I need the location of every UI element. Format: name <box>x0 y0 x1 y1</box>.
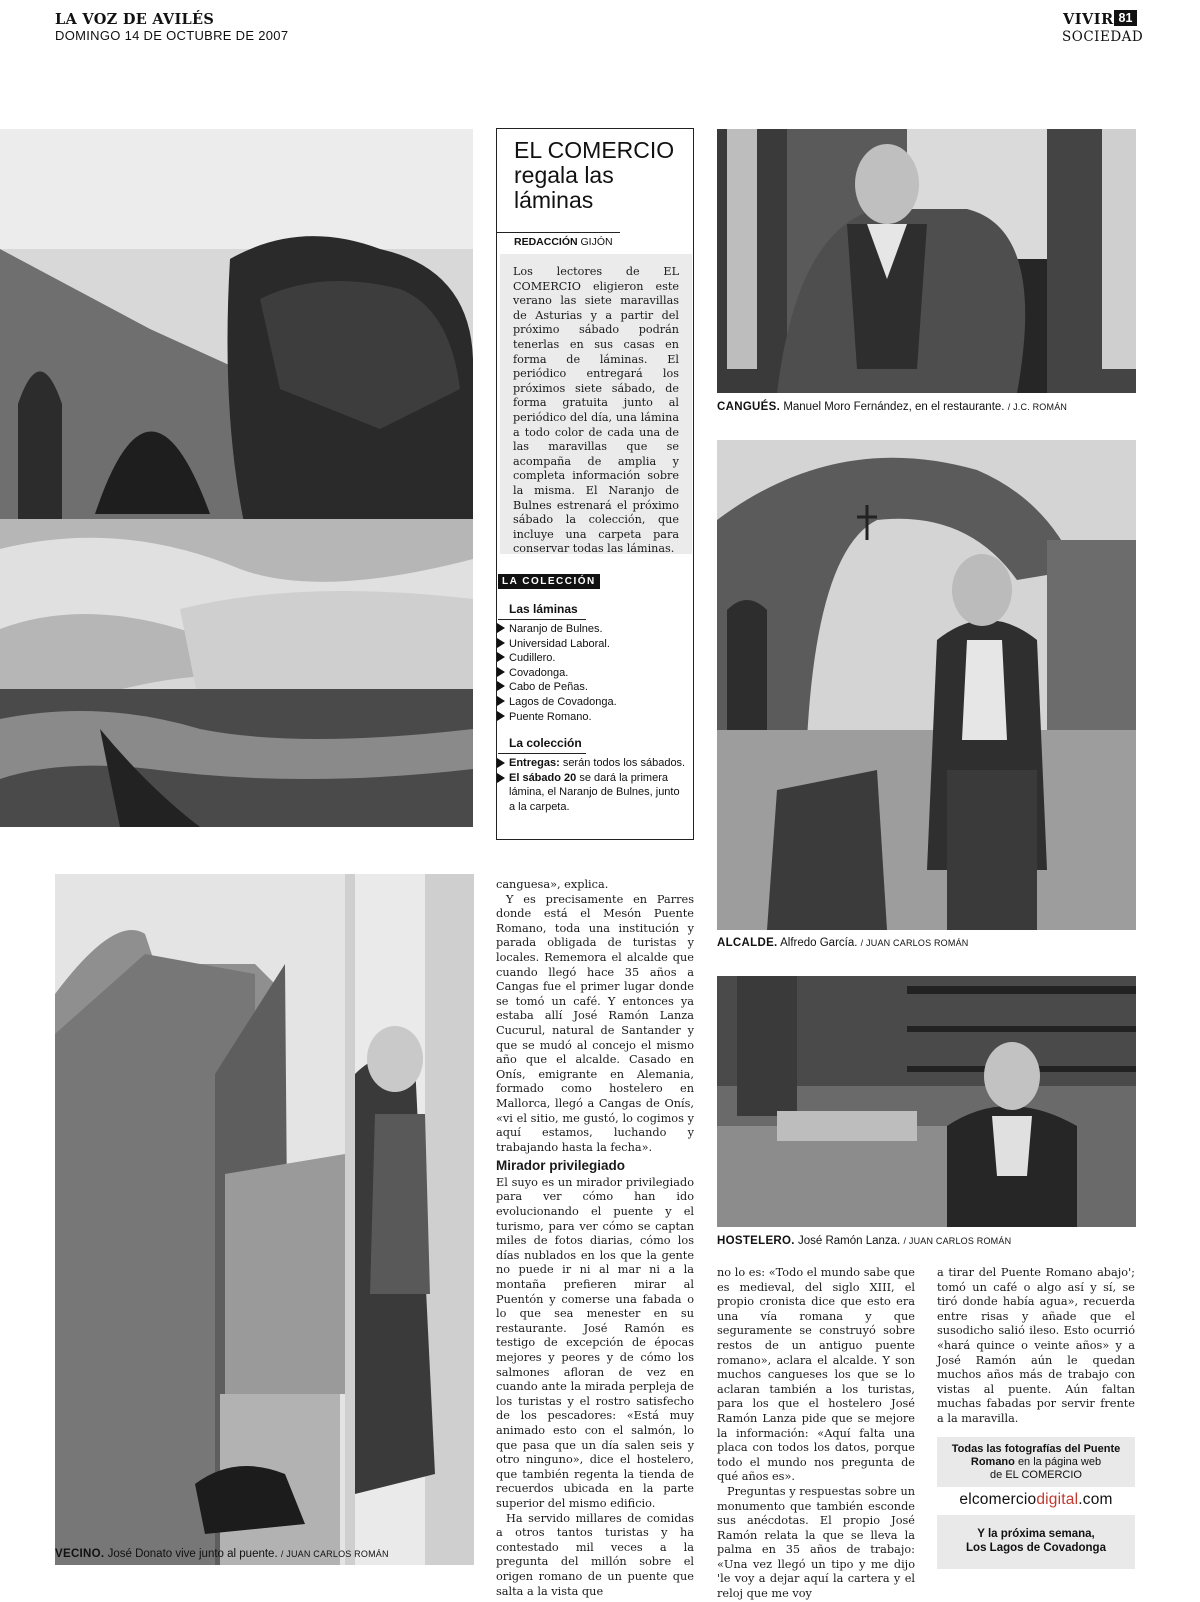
sidebar-title <box>514 138 674 213</box>
byline-name: REDACCIÓN <box>514 236 578 248</box>
col3-p1: a tirar del Puente Romano abajo'; tomó un café o algo así y sí, se tiró donde había agua», recuerda entre risas y añade que el susodicho salió ileso. Esto ocurrió «hará quince o veinte años» y a José Ramón aún le quedan muchos años más de trabajo con vistas al puente. Aún faltan muchas fabadas por servir frente a la maravilla. <box>937 1266 1135 1425</box>
page-number-badge: 81 <box>1114 10 1137 26</box>
hostelero-caption: HOSTELERO. José Ramón Lanza. / JUAN CARLOS ROMÁN <box>717 1235 1012 1247</box>
byline-rule <box>496 232 620 233</box>
entregas-item: Entregas: serán todos los sábados. <box>497 756 687 771</box>
collection-tag: LA COLECCIÓN <box>498 574 600 589</box>
coleccion-title-rule <box>498 753 586 754</box>
cangues-photo <box>717 129 1136 393</box>
newspaper-name: LA VOZ DE AVILÉS <box>55 11 215 28</box>
col2-p1: no lo es: «Todo el mundo sabe que es medieval, del siglo XIII, el propio cronista dice que esto era una vía romana y que seguramente se construyó sobre restos de un antiguo puente romano», aclara el alcalde. Y son muchos cangueses los que se lo aclaran también a los turistas, para los que el hostelero José Ramón Lanza pide que se mejore la información: «Aquí falta una placa con todos los datos, porque todo el mundo nos pregunta de qué años es». <box>717 1266 915 1484</box>
col1-p2: Y es precisamente en Parres donde está el Mesón Puente Romano, toda una institución y parada obligada de turistas y locales. Rememora el alcalde que cuando llegó hace 35 años a Cangas fue el primer lugar donde se tomó un café. Y entonces ya estaba allí José Ramón Lanza Cucurul, natural de Santander y que se mudó al concejo el mismo año que el alcalde. Casado en Onís, emigrante en Alemania, formado como hostelero en Mallorca, llegó a Cangas de Onís, «vi el sitio, me gustó, lo cogimos y aquí estamos, luchando y trabajando hasta la fecha». <box>496 892 694 1154</box>
subhead: Mirador privilegiado <box>496 1158 626 1174</box>
promo-line1: Todas las fotografías del Puente <box>951 1443 1121 1455</box>
issue-date: DOMINGO 14 DE OCTUBRE DE 2007 <box>55 28 289 43</box>
col2-p2: Preguntas y respuestas sobre un monumento que también esconde sus anécdotas. El propio José Ramón relata la que se lleva la palma en 35 años de trabajo: «Una vez llegó un tipo y me dijo 'le voy a dejar aquí la cartera y el reloj que me voy <box>717 1484 915 1601</box>
sidebar-intro: Los lectores de EL COMERCIO eligieron este verano las siete maravillas de Asturias y a partir del próximo sábado podrán tenerlas en sus casas en forma de láminas. El periódico entregará los próximos siete sábado, de forma gratuita junto al periódico del día, una lámina a todo color de cada una de las maravillas que se acompaña de amplia y completa información sobre la misma. El Naranjo de Bulnes estrenará el próximo sábado la colección, que incluye una carpeta para conservar todas las láminas. <box>513 265 679 556</box>
sidebar-title-line3: láminas <box>514 187 594 213</box>
article-col-2 <box>717 1266 915 1602</box>
list-item: Lagos de Covadonga. <box>497 695 692 710</box>
list-item: Covadonga. <box>497 666 692 681</box>
next-week-line1: Y la próxima semana, <box>977 1528 1095 1540</box>
next-week <box>937 1527 1135 1555</box>
vecino-photo <box>55 874 474 1565</box>
next-week-line2: Los Lagos de Covadonga <box>966 1542 1106 1554</box>
alcalde-caption: ALCALDE. Alfredo García. / JUAN CARLOS ROMÁN <box>717 937 969 949</box>
sabado-item: El sábado 20 se dará la primera lámina, el Naranjo de Bulnes, junto a la carpeta. <box>497 771 687 815</box>
sidebar-title-line1: EL COMERCIO <box>514 137 675 163</box>
list-title: Las láminas <box>509 602 578 616</box>
coleccion-details <box>497 756 687 814</box>
article-col-1 <box>496 878 694 1599</box>
coleccion-title: La colección <box>509 736 582 750</box>
subsection-name: SOCIEDAD <box>1062 29 1144 45</box>
list-item: Puente Romano. <box>497 710 692 725</box>
promo-text: Todas las fotografías del Puente Romano en la página web de EL COMERCIO <box>937 1443 1135 1482</box>
article-col-3 <box>937 1266 1135 1427</box>
byline-city: GIJÓN <box>580 236 613 248</box>
cangues-caption: CANGUÉS. Manuel Moro Fernández, en el restaurante. / J.C. ROMÁN <box>717 401 1068 413</box>
list-item: Cudillero. <box>497 651 692 666</box>
list-item: Cabo de Peñas. <box>497 680 692 695</box>
sidebar-title-line2: regala las <box>514 162 614 188</box>
col1-p4: Ha servido millares de comidas a otros tantos turistas y ha contestado mil veces a la pregunta del millón sobre el origen romano de un puente que salta a la vista que <box>496 1511 694 1598</box>
hostelero-photo <box>717 976 1136 1227</box>
section-name: VIVIR <box>1063 11 1114 28</box>
list-item: Naranjo de Bulnes. <box>497 622 692 637</box>
list-title-rule <box>498 619 586 620</box>
byline <box>514 236 613 248</box>
col1-p3: El suyo es un mirador privilegiado para ver cómo han ido evolucionando el puente y el turismo, para ver cómo se captan miles de fotos diarias, cómo los días nublados en los que la gente no puede ir ni al mar ni a la montaña prefieren mirar al Puentón y comerse una fabada o lo que sea menester en su restaurante. José Ramón es testigo de excepción de épocas mejores y peores y de cómo los salmones afloran de vez en cuando ante la mirada perpleja de los turistas y el rostro satisfecho de los pescadores: «Está muy animado esto con el salmón, lo que pasa que un día salen seis y otro ninguno», dice el hostelero, que también regenta la tienda de recuerdos ubicada en la parte superior del mismo edificio. <box>496 1175 694 1510</box>
laminas-list <box>497 622 692 724</box>
bridge-photo <box>0 129 473 827</box>
col1-p1: canguesa», explica. <box>496 878 609 891</box>
list-item: Universidad Laboral. <box>497 637 692 652</box>
elcomerciodigital-logo[interactable]: elcomerciodigital.com <box>959 1491 1113 1508</box>
alcalde-photo <box>717 440 1136 930</box>
vecino-caption: VECINO. José Donato vive junto al puente. / JUAN CARLOS ROMÁN <box>55 1548 389 1560</box>
promo-line3: de EL COMERCIO <box>990 1469 1082 1481</box>
